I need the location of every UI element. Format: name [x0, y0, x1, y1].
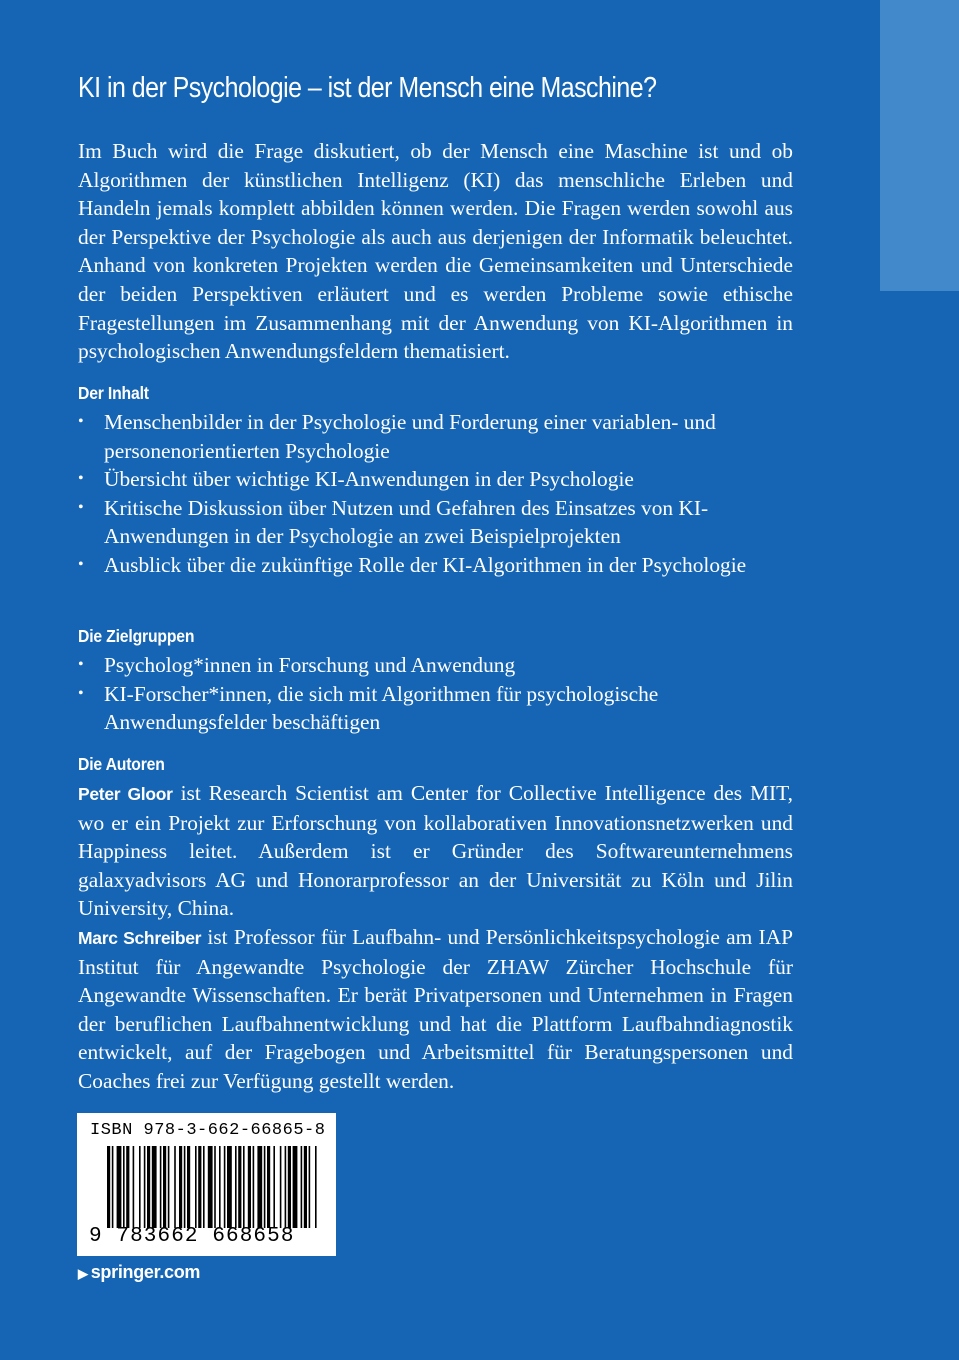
barcode-bar: [184, 1146, 186, 1228]
author-bio: [78, 779, 793, 923]
barcode-bar: [267, 1146, 270, 1228]
barcode-bar: [152, 1146, 157, 1228]
barcode-digits: 9 783662 668658: [89, 1225, 295, 1248]
barcode-bar: [253, 1146, 255, 1228]
barcode-bar: [304, 1146, 307, 1228]
barcode-bar: [144, 1146, 146, 1228]
barcode-bar: [273, 1146, 275, 1228]
section-heading-autoren: Die Autoren: [78, 754, 165, 774]
barcode-bar: [309, 1146, 311, 1228]
barcode-bar: [139, 1146, 141, 1228]
barcode-bar: [174, 1146, 176, 1228]
bullet-icon: •: [78, 470, 84, 488]
publisher-link[interactable]: [78, 1262, 200, 1283]
barcode-bar: [224, 1146, 226, 1228]
barcode-bar: [133, 1146, 135, 1228]
inhalt-list: [78, 408, 793, 580]
barcode-bar: [179, 1146, 182, 1228]
barcode-bar: [112, 1146, 114, 1228]
barcode-bar: [257, 1146, 262, 1228]
barcode-bar: [219, 1146, 221, 1228]
barcode-bar: [123, 1146, 125, 1228]
section-heading-inhalt: Der Inhalt: [78, 383, 149, 403]
barcode-bar: [235, 1146, 237, 1228]
barcode-bar: [285, 1146, 287, 1228]
isbn-barcode: [77, 1113, 336, 1256]
authors-block: [78, 779, 793, 1096]
list-item: • KI-Forscher*innen, die sich mit Algorithmen für psychologische Anwendungsfelder beschäftigen: [78, 681, 659, 735]
bullet-icon: •: [78, 498, 84, 516]
bullet-icon: •: [78, 684, 84, 702]
barcode-bar: [147, 1146, 150, 1228]
author-name: Peter Gloor: [78, 784, 173, 804]
arrow-icon: ▶: [78, 1266, 88, 1281]
cover-side-tab: [880, 0, 959, 291]
intro-paragraph: Im Buch wird die Frage diskutiert, ob der Mensch eine Maschine ist und ob Algorithmen der künstlichen Intelligenz (KI) das menschliche Erleben und Handeln jemals komplett abbilden können werden. Die Fragen werden sowohl aus der Perspektive der Psychologie als auch aus derjenigen der Informatik beleuchtet. Anhand von konkreten Projekten werden die Gemeinsamkeiten und Unterschiede der beiden Perspektiven erläutert und es werden Probleme sowie ethische Fragestellungen im Zusammenhang mit der Anwendung von KI-Algorithmen in psychologischen Anwendungsfeldern thematisiert.: [78, 139, 793, 364]
barcode-bar: [227, 1146, 232, 1228]
author-name: Marc Schreiber: [78, 927, 202, 948]
bullet-icon: •: [78, 656, 84, 673]
list-item: • Übersicht über wichtige KI-Anwendungen in der Psychologie: [78, 465, 793, 494]
barcode-bar: [126, 1146, 129, 1228]
barcode-bar: [160, 1146, 162, 1228]
barcode-bar: [238, 1146, 241, 1228]
barcode-bar: [187, 1146, 190, 1228]
barcode-bar: [315, 1146, 317, 1228]
barcode-bar: [293, 1146, 298, 1228]
barcode-bar: [203, 1146, 205, 1228]
list-item: • Ausblick über die zukünftige Rolle der KI-Algorithmen in der Psychologie: [78, 551, 793, 580]
barcode-bar: [248, 1146, 251, 1228]
barcode-bar: [168, 1146, 170, 1228]
zielgruppen-list: [78, 651, 793, 737]
author-text: ist Professor für Laufbahn- und Persönlichkeitspsychologie am IAP Institut für Angewandte Psychologie der ZHAW Zürcher Hochschule für Angewandte Wissenschaften. Er berät Privatpersonen und Unternehmen in Fragen der beruflichen Laufbahnentwicklung und hat die Plattform Laufbahndiagnostik entwickelt, auf der Fragebogen und Arbeitsmittel für Beratungspersonen und Coaches frei zur Verfügung gestellt werden.: [78, 924, 793, 1093]
barcode-bar: [208, 1146, 213, 1228]
author-text: ist Research Scientist am Center for Collective Intelligence des MIT, wo er ein Projekt zur Erforschung von kollaborativen Innovationsnetzwerken und Happiness leitet. Außerdem ist er Gründer des Softwareunternehmens galaxyadvisors AG und Honorarprofessor an der Universität zu Köln und Jilin University, China.: [78, 781, 793, 921]
bullet-icon: •: [78, 555, 84, 573]
barcode-bar: [264, 1146, 266, 1228]
barcode-bar: [288, 1146, 291, 1228]
barcode-bar: [280, 1146, 282, 1228]
bullet-icon: •: [78, 413, 84, 430]
barcode-bar: [198, 1146, 201, 1228]
isbn-text: ISBN 978-3-662-66865-8: [90, 1121, 326, 1140]
author-bio: [78, 923, 793, 1096]
publisher-link-text: springer.com: [90, 1262, 201, 1282]
list-item: • Kritische Diskussion über Nutzen und Gefahren des Einsatzes von KI-Anwendungen in der Psychologie an zwei Beispielprojekten: [78, 495, 709, 549]
list-item: • Psycholog*innen in Forschung und Anwendung: [78, 651, 793, 680]
section-heading-zielgruppen: Die Zielgruppen: [78, 626, 195, 646]
barcode-bar: [163, 1146, 166, 1228]
barcode-bar: [243, 1146, 245, 1228]
book-title: KI in der Psychologie – ist der Mensch eine Maschine?: [78, 72, 657, 104]
list-item: • Menschenbilder in der Psychologie und Forderung einer variablen- und personenorientierten Psychologie: [78, 410, 716, 463]
barcode-bars: [107, 1146, 317, 1228]
barcode-bar: [117, 1146, 122, 1228]
barcode-bar: [107, 1146, 110, 1228]
barcode-bar: [301, 1146, 303, 1228]
barcode-bar: [195, 1146, 197, 1228]
barcode-bar: [214, 1146, 216, 1228]
